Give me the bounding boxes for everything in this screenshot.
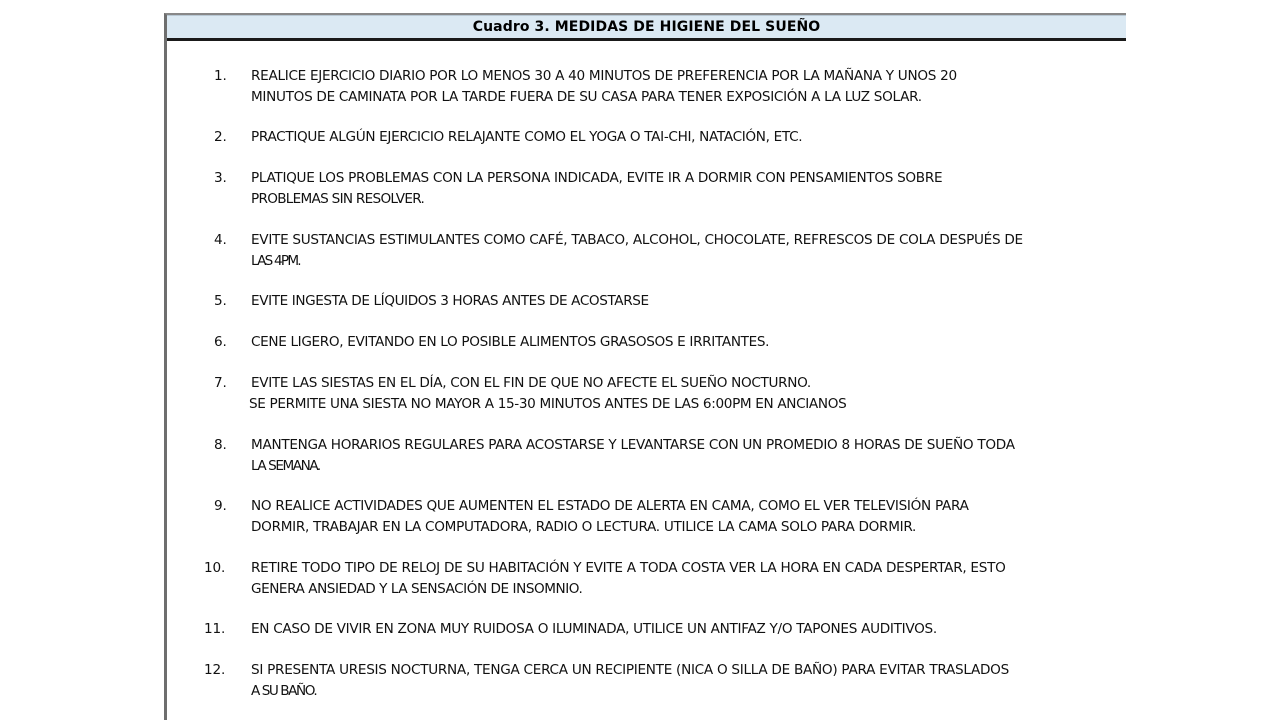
hygiene-measures-list	[167, 15, 1126, 720]
item-text-line: MINUTOS DE CAMINATA POR LA TARDE FUERA DE SU CASA PARA TENER EXPOSICIÓN A LA LUZ SOLAR.	[251, 89, 922, 105]
item-text	[251, 435, 1131, 477]
item-text	[251, 619, 1131, 640]
item-text-line: LAS 4PM.	[251, 253, 300, 269]
item-number: 1.	[214, 68, 227, 84]
item-text	[251, 66, 1131, 108]
item-text-line: EVITE INGESTA DE LÍQUIDOS 3 HORAS ANTES DE ACOSTARSE	[251, 293, 649, 309]
item-text-line: LA SEMANA.	[251, 458, 320, 474]
item-text	[251, 291, 1131, 312]
item-text-line: MANTENGA HORARIOS REGULARES PARA ACOSTARSE Y LEVANTARSE CON UN PROMEDIO 8 HORAS DE SUEÑO TODA	[251, 437, 1015, 453]
table-title: Cuadro 3. MEDIDAS DE HIGIENE DEL SUEÑO	[472, 19, 821, 35]
item-text-line: EVITE SUSTANCIAS ESTIMULANTES COMO CAFÉ, TABACO, ALCOHOL, CHOCOLATE, REFRESCOS DE COLA DESPUÉS DE	[251, 232, 1023, 248]
item-number: 4.	[214, 232, 227, 248]
item-text-line: EVITE LAS SIESTAS EN EL DÍA, CON EL FIN DE QUE NO AFECTE EL SUEÑO NOCTURNO.	[251, 375, 811, 391]
item-text-line: PRACTIQUE ALGÚN EJERCICIO RELAJANTE COMO EL YOGA O TAI-CHI, NATACIÓN, ETC.	[251, 129, 803, 145]
item-text	[251, 332, 1131, 353]
item-text	[251, 660, 1131, 702]
item-text-line: REALICE EJERCICIO DIARIO POR LO MENOS 30 A 40 MINUTOS DE PREFERENCIA POR LA MAÑANA Y UNOS 20	[251, 68, 957, 84]
item-text	[251, 373, 1131, 415]
item-text-line: DORMIR, TRABAJAR EN LA COMPUTADORA, RADIO O LECTURA. UTILICE LA CAMA SOLO PARA DORMIR.	[251, 519, 917, 535]
item-number: 3.	[214, 170, 227, 186]
item-text-line: RETIRE TODO TIPO DE RELOJ DE SU HABITACIÓN Y EVITE A TODA COSTA VER LA HORA EN CADA DESPERTAR, ESTO	[251, 560, 1006, 576]
item-text	[251, 496, 1131, 538]
item-text-line: PROBLEMAS SIN RESOLVER.	[251, 191, 425, 207]
item-text	[251, 127, 1131, 148]
item-number: 12.	[204, 662, 226, 678]
item-text-line: GENERA ANSIEDAD Y LA SENSACIÓN DE INSOMNIO.	[251, 581, 583, 597]
item-number: 9.	[214, 498, 227, 514]
item-text-line: SE PERMITE UNA SIESTA NO MAYOR A 15-30 MINUTOS ANTES DE LAS 6:00PM EN ANCIANOS	[249, 396, 847, 412]
item-number: 2.	[214, 129, 227, 145]
item-number: 7.	[214, 375, 227, 391]
item-text-line: A SU BAÑO.	[251, 683, 317, 699]
item-text-line: EN CASO DE VIVIR EN ZONA MUY RUIDOSA O ILUMINADA, UTILICE UN ANTIFAZ Y/O TAPONES AUDITIVOS.	[251, 621, 937, 637]
item-text	[251, 558, 1131, 600]
item-number: 11.	[204, 621, 226, 637]
item-text	[251, 168, 1131, 210]
document-frame	[164, 13, 1126, 720]
item-text-line: SI PRESENTA URESIS NOCTURNA, TENGA CERCA UN RECIPIENTE (NICA O SILLA DE BAÑO) PARA EVITAR TRASLADOS	[251, 662, 1009, 678]
item-text-line: NO REALICE ACTIVIDADES QUE AUMENTEN EL ESTADO DE ALERTA EN CAMA, COMO EL VER TELEVISIÓN PARA	[251, 498, 969, 514]
item-number: 10.	[204, 560, 226, 576]
item-number: 5.	[214, 293, 227, 309]
item-number: 6.	[214, 334, 227, 350]
item-number: 8.	[214, 437, 227, 453]
item-text-line: PLATIQUE LOS PROBLEMAS CON LA PERSONA INDICADA, EVITE IR A DORMIR CON PENSAMIENTOS SOBRE	[251, 170, 943, 186]
item-text	[251, 230, 1131, 272]
item-text-line: CENE LIGERO, EVITANDO EN LO POSIBLE ALIMENTOS GRASOSOS E IRRITANTES.	[251, 334, 770, 350]
